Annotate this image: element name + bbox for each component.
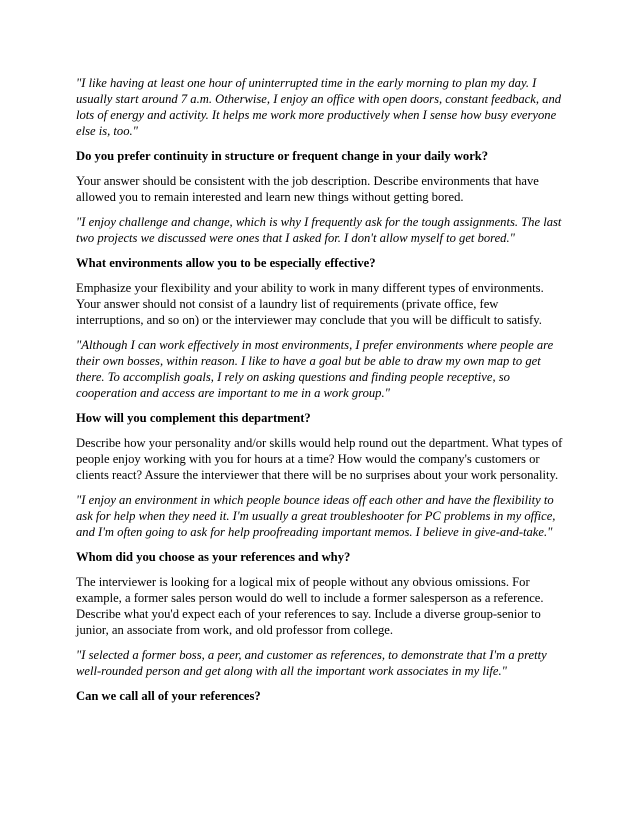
answer-paragraph: Emphasize your flexibility and your ability to work in many different types of environments. Your answer should not consist of a laundry list of requirements (private office, few interruptions, and so on) or the interviewer may conclude that you will be difficult to satisfy. [76,281,544,327]
quote-paragraph: "I enjoy challenge and change, which is why I frequently ask for the tough assignments. The last two projects we discussed were ones that I asked for. I don't allow myself to get bored." [76,215,562,245]
answer-paragraph: The interviewer is looking for a logical mix of people without any obvious omissions. For example, a former sales person would do well to include a former salesperson as a reference. Describe what you'd expect each of your references to say. Include a diverse group-senior to junior, an associate from work, and old professor from college. [76,575,544,637]
document-page [76,75,564,713]
answer-paragraph: Describe how your personality and/or skills would help round out the department. What types of people enjoy working with you for hours at a time? How would the company's customers or clients react? Assure the interviewer that there will be no surprises about your work personality. [76,436,563,482]
question-heading: How will you complement this department? [76,411,311,425]
quote-paragraph: "Although I can work effectively in most environments, I prefer environments where people are their own bosses, within reason. I like to have a goal but be able to draw my own map to get there. To accomplish goals, I rely on asking questions and finding people receptive, so cooperation and access are important to me in a work group." [76,338,554,400]
question-heading: Whom did you choose as your references and why? [76,550,351,564]
answer-paragraph: Your answer should be consistent with the job description. Describe environments that have allowed you to remain interested and learn new things without getting bored. [76,174,539,204]
quote-paragraph: "I enjoy an environment in which people bounce ideas off each other and have the flexibility to ask for help when they need it. I'm usually a great troubleshooter for PC problems in my office, and I'm often going to ask for help proofreading important memos. I believe in give-and-take." [76,493,556,539]
question-heading: Do you prefer continuity in structure or frequent change in your daily work? [76,149,489,163]
question-heading: What environments allow you to be especially effective? [76,256,376,270]
question-heading: Can we call all of your references? [76,689,261,703]
quote-paragraph: "I selected a former boss, a peer, and customer as references, to demonstrate that I'm a pretty well-rounded person and get along with all the important work associates in my life." [76,648,547,678]
quote-paragraph: "I like having at least one hour of uninterrupted time in the early morning to plan my day. I usually start around 7 a.m. Otherwise, I enjoy an office with open doors, constant feedback, and lots of energy and activity. It helps me work more productively when I sense how busy everyone else is, too." [76,76,562,138]
